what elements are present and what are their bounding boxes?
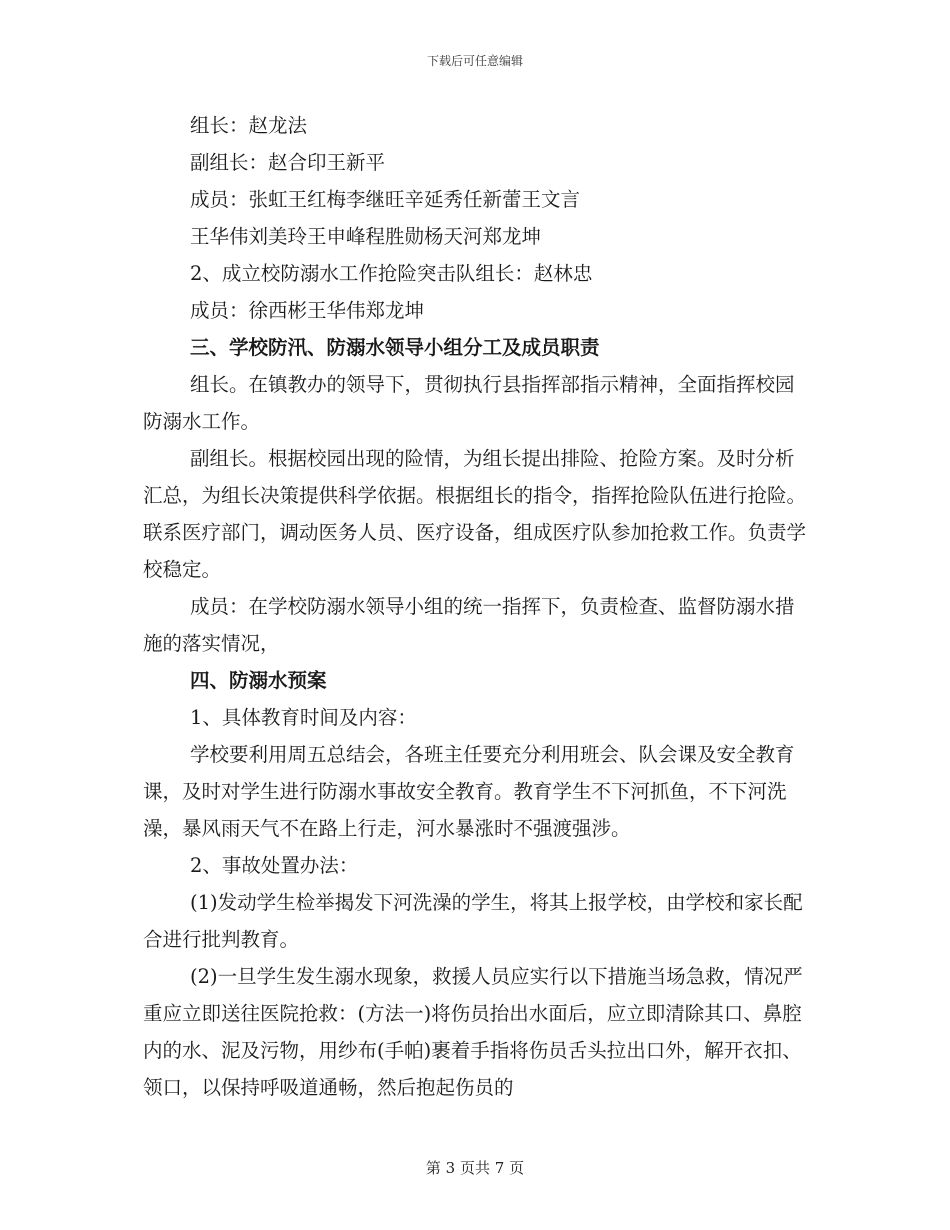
paragraph-handling-2: (2)一旦学生发生溺水现象，救援人员应实行以下措施当场急救，情况严重应立即送往医院抢救：(方法一)将伤员抬出水面后，应立即清除其口、鼻腔内的水、泥及污物，用纱布(手帕)裹着手指将伤员舌头拉出口外，解开衣扣、领口，以保持呼吸道通畅，然后抱起伤员的 [143,965,803,1099]
paragraph-members-continued: 王华伟刘美玲王申峰程胜勋杨天河郑龙坤 [190,225,542,248]
paragraph-leader: 组长：赵龙法 [190,114,308,137]
page-footer: 第 3 页共 7 页 [425,1159,525,1177]
paragraph-deputy-leader: 副组长：赵合印王新平 [190,151,386,174]
paragraph-handling-title: 2、事故处置办法： [190,854,359,877]
document-body [143,107,808,1106]
page-header: 下载后可任意编辑 [426,54,523,68]
paragraph-education-body: 学校要利用周五总结会，各班主任要充分利用班会、队会课及安全教育课，及时对学生进行防溺水事故安全教育。教育学生不下河抓鱼，不下河洗澡，暴风雨天气不在路上行走，河水暴涨时不强渡强涉。 [143,743,795,840]
paragraph-deputy-duty: 副组长。根据校园出现的险情，为组长提出排险、抢险方案。及时分析汇总，为组长决策提供科学依据。根据组长的指令，指挥抢险队伍进行抢险。联系医疗部门，调动医务人员、医疗设备，组成医疗队参加抢救工作。负责学校稳定。 [143,447,807,581]
paragraph-member-duty: 成员：在学校防溺水领导小组的统一指挥下，负责检查、监督防溺水措施的落实情况， [143,595,795,655]
paragraph-education-title: 1、具体教育时间及内容： [190,706,417,729]
paragraph-leader-duty: 组长。在镇教办的领导下，贯彻执行县指挥部指示精神，全面指挥校园防溺水工作。 [143,373,795,433]
paragraph-rescue-team: 2、成立校防溺水工作抢险突击队组长：赵林忠 [190,262,593,285]
paragraph-members: 成员：张虹王红梅李继旺辛延秀任新蕾王文言 [190,188,581,211]
paragraph-rescue-members: 成员：徐西彬王华伟郑龙坤 [190,299,425,322]
section-heading-3: 三、学校防汛、防溺水领导小组分工及成员职责 [190,336,600,359]
section-heading-4: 四、防溺水预案 [190,669,327,692]
paragraph-handling-1: (1)发动学生检举揭发下河洗澡的学生，将其上报学校，由学校和家长配合进行批判教育。 [143,891,803,951]
